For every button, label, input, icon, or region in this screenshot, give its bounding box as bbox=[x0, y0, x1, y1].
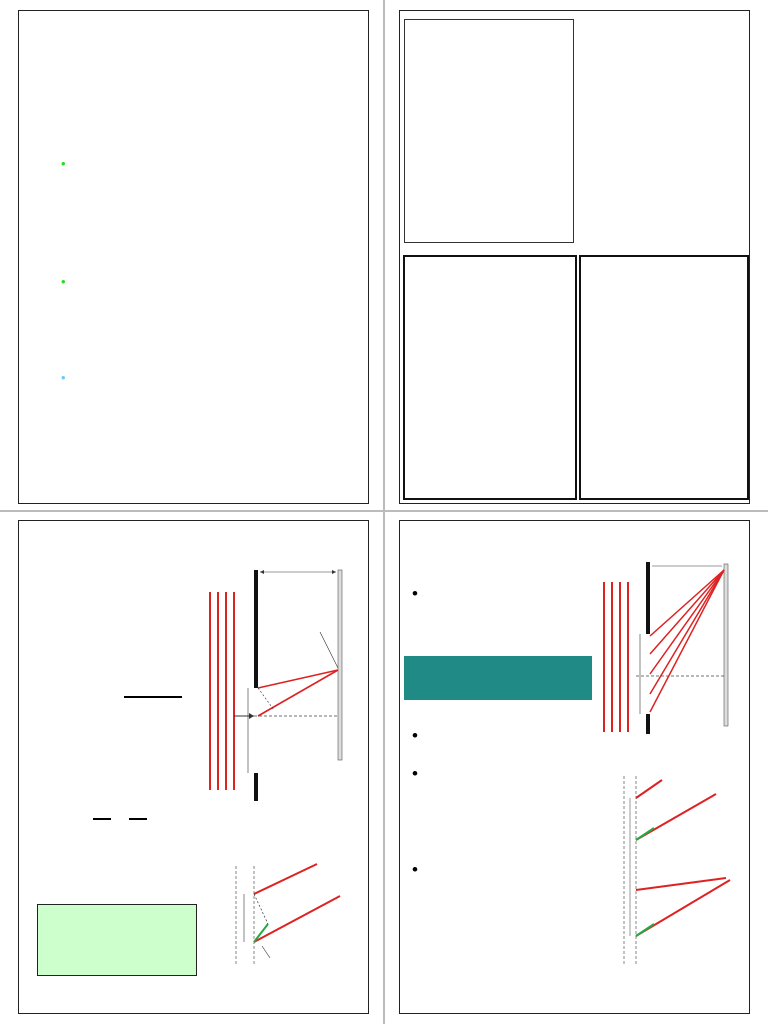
multi-ray-diagram bbox=[596, 556, 746, 746]
single-slit-diagram bbox=[198, 560, 363, 840]
grid-divider-horizontal bbox=[0, 510, 768, 512]
grid-divider-vertical bbox=[383, 0, 385, 1024]
eq1-fraction-bar bbox=[124, 696, 182, 698]
bullet-interference: • bbox=[61, 156, 66, 171]
bullet-both: • bbox=[61, 370, 66, 385]
path-length-diagram bbox=[222, 858, 352, 968]
figure-wide-slit bbox=[403, 255, 577, 500]
bullet-diffraction: • bbox=[61, 274, 66, 289]
equation-sin-theta bbox=[50, 660, 200, 730]
eq2-frac2-bar bbox=[129, 818, 147, 820]
bullet-maxima: • bbox=[412, 860, 418, 879]
bullet-find-minima: • bbox=[412, 584, 418, 603]
wavefront-drawing bbox=[405, 20, 575, 244]
eq2-frac1-bar bbox=[93, 818, 111, 820]
path-length-pairs-diagram bbox=[606, 770, 742, 970]
bullet-slit-width: • bbox=[412, 726, 418, 745]
minima-condition-box bbox=[404, 656, 592, 700]
wide-slit-drawing bbox=[405, 257, 575, 498]
figure-narrow-slit bbox=[579, 255, 749, 500]
slide-review bbox=[18, 10, 369, 504]
equation-delta-l bbox=[52, 780, 202, 860]
narrow-slit-drawing bbox=[581, 257, 747, 498]
boxed-result bbox=[37, 904, 197, 976]
bullet-m-zero: • bbox=[412, 764, 418, 783]
figure-wavefronts bbox=[404, 19, 574, 243]
slide-wavelength bbox=[399, 10, 750, 504]
